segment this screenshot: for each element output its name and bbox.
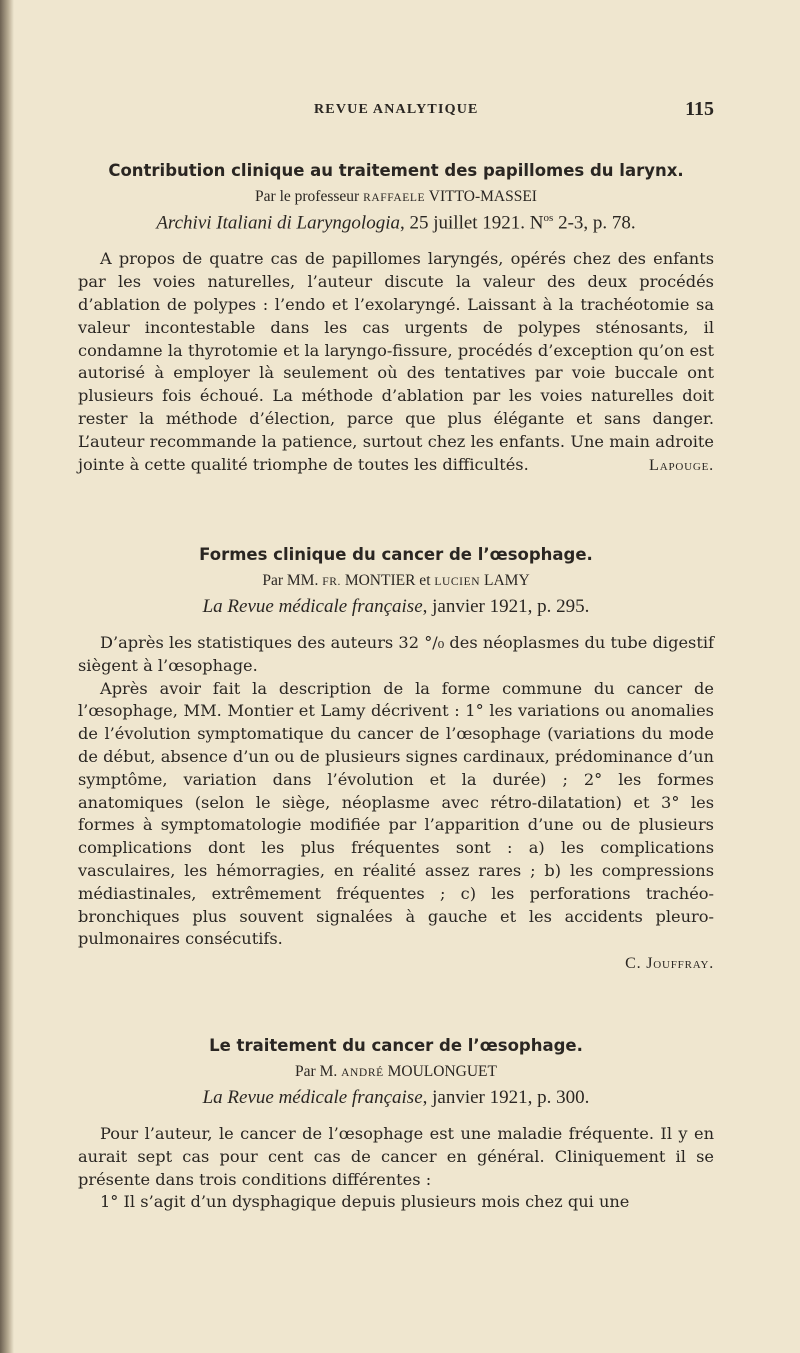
article-title: Contribution clinique au traitement des papillomes du larynx. xyxy=(108,161,684,180)
article-title: Le traitement du cancer de l’œsophage. xyxy=(209,1036,583,1055)
paragraph: Pour l’auteur, le cancer de l’œsophage est une maladie fréquente. Il y en aurait sept cas pour cent cas de cancer en général. Cliniquement il se présente dans trois conditions différentes : xyxy=(78,1124,714,1189)
article-source: La Revue médicale française, janvier 1921, p. 295. xyxy=(202,596,590,617)
article-source: Archivi Italiani di Laryngologia, 25 juillet 1921. $N^{os}$ 2-3, p. 78. xyxy=(156,212,636,234)
signature: Lapouge. xyxy=(649,455,714,474)
article-body xyxy=(78,632,714,951)
paragraph: A propos de quatre cas de papillomes laryngés, opérés chez des enfants par les voies naturelles, l’auteur discute la valeur des deux procédés d’ablation de polypes : l’endo et l’exolaryngé. Laissant à la trachéotomie sa valeur incontestable dans les cas urgents de polypes sténosants, il condamne la thyrotomie et la laryngo-fissure, procédés d’exception qu’on est autorisé à employer là seulement où des tentatives par voie buccale ont plusieurs fois échoué. La méthode d’ablation par les voies naturelles doit rester la méthode d’élection, parce que plus élégante et sans danger. L’auteur recommande la patience, surtout chez les enfants. Une main adroite jointe à cette qualité triomphe de toutes les difficultés. Lapouge. xyxy=(78,248,714,476)
article-body xyxy=(78,1123,714,1214)
signature: C. Jouffray. xyxy=(625,955,714,973)
article-author: Par le professeur RAFFAELE VITTO-MASSEI xyxy=(255,188,537,205)
paragraph: D’après les statistiques des auteurs 32 °/₀ des néoplasmes du tube digestif siègent à l’œsophage. xyxy=(78,633,714,675)
book-spine-shadow xyxy=(0,0,14,1353)
article-author: Par M. ANDRÉ MOULONGUET xyxy=(295,1063,497,1080)
article-title: Formes clinique du cancer de l’œsophage. xyxy=(199,545,593,564)
article-source: La Revue médicale française, janvier 1921, p. 300. xyxy=(202,1087,590,1108)
article-cancer-oesophage-formes xyxy=(78,545,714,973)
running-head xyxy=(78,100,714,122)
paragraph: Après avoir fait la description de la forme commune du cancer de l’œsophage, MM. Montier et Lamy décrivent : 1° les variations ou anomalies de l’évolution symptomatique du cancer de l’œsophage (variations du mode de début, absence d’un ou de plusieurs signes cardinaux, prédominance d’un symptôme, variation dans l’évolution et la durée) ; 2° les formes anatomiques (selon le siège, néoplasme avec rétro-dilatation) et 3° les formes à symptomatologie modifiée par l’apparition d’une ou de plusieurs complications dont les plus fréquentes sont : a) les complications vasculaires, les hémorragies, en réalité assez rares ; b) les compressions médiastinales, extrêmement fréquentes ; c) les perforations trachéo-bronchiques plus souvent signalées à gauche et les accidents pleuro-pulmonaires consécutifs. xyxy=(78,678,714,949)
running-head-title: REVUE ANALYTIQUE xyxy=(314,102,479,117)
article-papillomes xyxy=(78,161,714,476)
article-body xyxy=(78,248,714,476)
article-author: Par MM. FR. MONTIER et LUCIEN LAMY xyxy=(262,572,530,589)
page-number: 115 xyxy=(685,98,714,120)
article-cancer-oesophage-traitement xyxy=(78,1036,714,1214)
paragraph: 1° Il s’agit d’un dysphagique depuis plusieurs mois chez qui une xyxy=(100,1192,630,1212)
